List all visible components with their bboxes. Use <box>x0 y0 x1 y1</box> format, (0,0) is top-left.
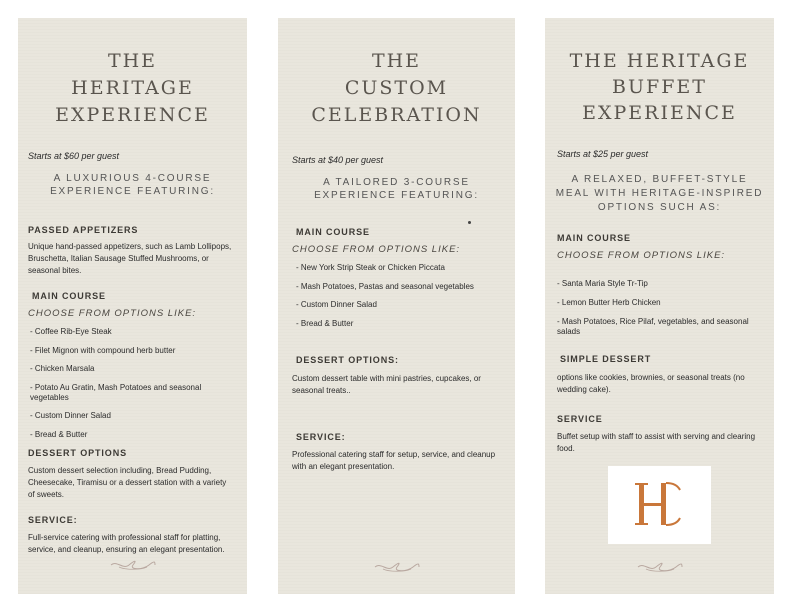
dessert-heading: DESSERT OPTIONS <box>28 448 128 458</box>
ornament-flourish-icon <box>109 559 157 571</box>
menu-item: - Filet Mignon with compound herb butter <box>30 346 176 355</box>
passed-appetizers-heading: PASSED APPETIZERS <box>28 225 139 235</box>
menu-item: - Custom Dinner Salad <box>30 411 111 420</box>
service-text: Full-service catering with professional staff for platting, service, and cleanup, ensuring an elegant presentation. <box>28 533 225 554</box>
service-text: Professional catering staff for setup, service, and cleanup with an elegant presentation. <box>292 450 496 471</box>
main-course-heading: MAIN COURSE <box>557 233 631 243</box>
menu-item: - New York Strip Steak or Chicken Piccata <box>296 263 445 272</box>
menu-item: - Chicken Marsala <box>30 364 95 373</box>
ornament-flourish-icon <box>373 561 421 573</box>
menu-item: - Santa Maria Style Tr-Tip <box>557 279 648 288</box>
panel-custom-celebration <box>278 18 515 594</box>
menu-item: - Mash Potatoes, Pastas and seasonal vegetables <box>296 282 474 291</box>
menu-item: - Bread & Butter <box>296 319 354 328</box>
menu-item: - Bread & Butter <box>30 430 88 439</box>
heritage-logo <box>608 466 711 544</box>
options-subheading: CHOOSE FROM OPTIONS LIKE: <box>557 250 726 261</box>
menu-item: - Mash Potatoes, Rice Pilaf, vegetables, and seasonal salads <box>557 317 749 336</box>
dessert-heading: SIMPLE DESSERT <box>560 354 652 364</box>
menu-item: - Lemon Butter Herb Chicken <box>557 298 661 307</box>
service-heading: SERVICE <box>557 414 603 424</box>
dessert-text: options like cookies, brownies, or seasonal treats (no wedding cake). <box>557 373 745 394</box>
menu-item: - Custom Dinner Salad <box>296 300 377 309</box>
options-subheading: CHOOSE FROM OPTIONS LIKE: <box>292 244 461 255</box>
menu-item: - Potato Au Gratin, Mash Potatoes and seasonal vegetables <box>30 383 202 402</box>
price-note: Starts at $25 per guest <box>557 149 649 159</box>
intro-text: A TAILORED 3-COURSE EXPERIENCE FEATURING: <box>314 177 479 201</box>
dessert-text: Custom dessert selection including, Bread Pudding, Cheesecake, Tiramisu or a dessert station with a variety of sweets. <box>28 466 227 499</box>
intro-text: A RELAXED, BUFFET-STYLE MEAL WITH HERITAGE-INSPIRED OPTIONS SUCH AS: <box>555 174 764 213</box>
h-monogram-icon <box>608 466 711 544</box>
panel-title: THE HERITAGE EXPERIENCE <box>55 50 210 126</box>
panel-title: THE HERITAGE BUFFET EXPERIENCE <box>569 50 750 124</box>
menu-item: - Coffee Rib-Eye Steak <box>30 327 112 336</box>
options-subheading: CHOOSE FROM OPTIONS LIKE: <box>28 308 197 319</box>
ornament-flourish-icon <box>636 561 684 573</box>
dessert-text: Custom dessert table with mini pastries, cupcakes, or seasonal treats.. <box>292 374 481 395</box>
service-heading: SERVICE: <box>28 515 78 525</box>
price-note: Starts at $60 per guest <box>28 151 120 161</box>
bullet-dot <box>468 221 471 224</box>
main-course-heading: MAIN COURSE <box>32 291 106 301</box>
panel-heritage-experience <box>18 18 247 594</box>
intro-text: A LUXURIOUS 4-COURSE EXPERIENCE FEATURING: <box>50 173 215 197</box>
panel-heritage-buffet <box>545 18 774 594</box>
passed-appetizers-text: Unique hand-passed appetizers, such as Lamb Lollipops, Bruschetta, Italian Sausage Stuffed Mushrooms, or seasonal bites. <box>28 242 232 275</box>
service-heading: SERVICE: <box>296 432 346 442</box>
panel-title: THE CUSTOM CELEBRATION <box>311 50 482 126</box>
price-note: Starts at $40 per guest <box>292 155 384 165</box>
main-course-heading: MAIN COURSE <box>296 227 370 237</box>
dessert-heading: DESSERT OPTIONS: <box>296 355 399 365</box>
service-text: Buffet setup with staff to assist with serving and clearing food. <box>557 432 756 453</box>
